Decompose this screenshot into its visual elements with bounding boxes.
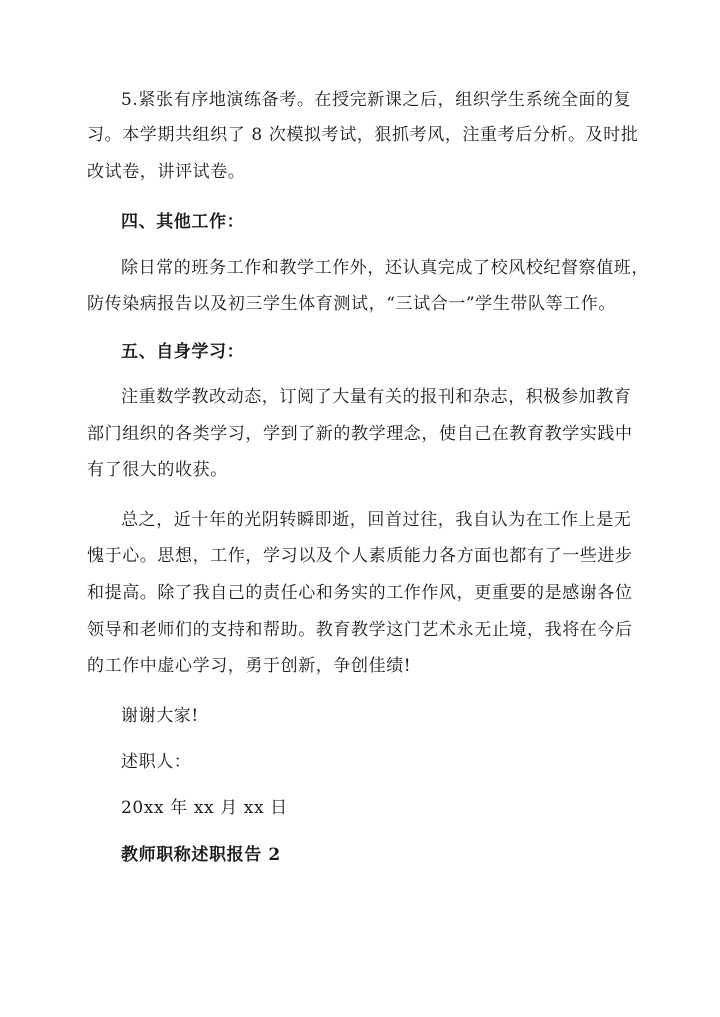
paragraph-line: 愧于心。思想，工作，学习以及个人素质能力各方面也都有了一些进步 xyxy=(87,546,633,566)
paragraph-line: 注重数学教改动态，订阅了大量有关的报刊和杂志，积极参加教育 xyxy=(121,387,632,407)
paragraph-line: 有了很大的收获。 xyxy=(87,460,228,480)
paragraph-line: 5.紧张有序地演练备考。在授完新课之后，组织学生系统全面的复 xyxy=(121,90,632,110)
paragraph-line: 防传染病报告以及初三学生体育测试，“三试合一”学生带队等工作。 xyxy=(87,294,616,314)
paragraph-line: 的工作中虚心学习，勇于创新，争创佳绩! xyxy=(87,656,412,676)
reporter-line: 述职人： xyxy=(121,752,192,772)
paragraph-line: 和提高。除了我自己的责任心和务实的工作作风，更重要的是感谢各位 xyxy=(87,583,633,603)
paragraph-line: 改试卷，讲评试卷。 xyxy=(87,162,246,182)
paragraph-line: 总之，近十年的光阴转瞬即逝，回首过往，我自认为在工作上是无 xyxy=(121,510,632,530)
paragraph-line: 习。本学期共组织了 8 次模拟考试，狠抓考风，注重考后分析。及时批 xyxy=(87,125,639,145)
paragraph-line: 除日常的班务工作和教学工作外，还认真完成了校风校纪督察值班， xyxy=(121,258,649,278)
section-heading-self-study: 五、自身学习： xyxy=(121,342,245,362)
section-heading-other-work: 四、其他工作： xyxy=(121,212,245,232)
date-line: 20xx 年 xx 月 xx 日 xyxy=(121,798,288,818)
paragraph-line: 部门组织的各类学习，学到了新的教学理念，使自己在教育教学实践中 xyxy=(87,424,633,444)
thanks-line: 谢谢大家! xyxy=(121,706,199,726)
paragraph-line: 领导和老师们的支持和帮助。教育教学这门艺术永无止境，我将在今后 xyxy=(87,620,633,640)
next-report-title: 教师职称述职报告 2 xyxy=(121,845,281,865)
